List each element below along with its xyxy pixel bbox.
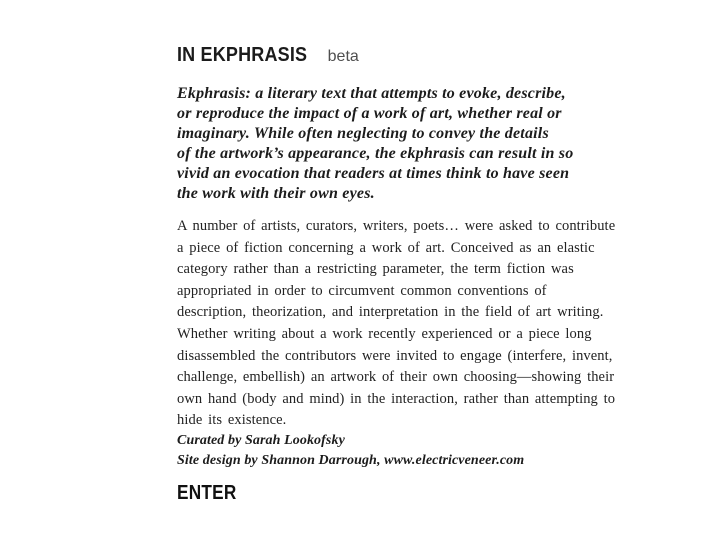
body-line: hide its existence. bbox=[177, 412, 287, 429]
body-line: own hand (body and mind) in the interaction, rather than attempting to bbox=[177, 390, 616, 407]
body-line: challenge, embellish) an artwork of their own choosing—showing their bbox=[177, 369, 615, 386]
site-title: IN EKPHRASIS bbox=[177, 44, 308, 66]
body-line: description, theorization, and interpretation in the field of art writing. bbox=[177, 304, 604, 321]
credits bbox=[177, 431, 524, 471]
intro-line: of the artwork’s appearance, the ekphrasis can result in so bbox=[177, 145, 574, 162]
ekphrasis-definition bbox=[177, 84, 573, 204]
body-line: a piece of fiction concerning a work of art. Conceived as an elastic bbox=[177, 239, 595, 256]
enter-row bbox=[177, 482, 246, 505]
intro-line: imaginary. While often neglecting to convey the details bbox=[177, 125, 549, 142]
enter-link[interactable]: ENTER bbox=[177, 482, 237, 504]
intro-line: vivid an evocation that readers at times think to have seen bbox=[177, 165, 570, 182]
beta-badge: beta bbox=[327, 48, 359, 65]
body-line: appropriated in order to circumvent common conventions of bbox=[177, 282, 547, 299]
intro-line: Ekphrasis: a literary text that attempts to evoke, describe, bbox=[177, 85, 566, 102]
body-line: A number of artists, curators, writers, poets… were asked to contribute bbox=[177, 218, 616, 234]
credit-line-curator: Curated by Sarah Lookofsky bbox=[177, 433, 345, 448]
credit-line-site-design: Site design by Shannon Darrough, www.electricveneer.com bbox=[177, 453, 525, 468]
intro-line: or reproduce the impact of a work of art, whether real or bbox=[177, 105, 562, 122]
body-line: Whether writing about a work recently experienced or a piece long bbox=[177, 325, 592, 342]
intro-line: the work with their own eyes. bbox=[177, 185, 375, 202]
body-line: category rather than a restricting parameter, the term fiction was bbox=[177, 261, 574, 278]
body-line: disassembled the contributors were invited to engage (interfere, invent, bbox=[177, 347, 613, 364]
page-header bbox=[177, 44, 359, 67]
project-description bbox=[177, 216, 615, 432]
